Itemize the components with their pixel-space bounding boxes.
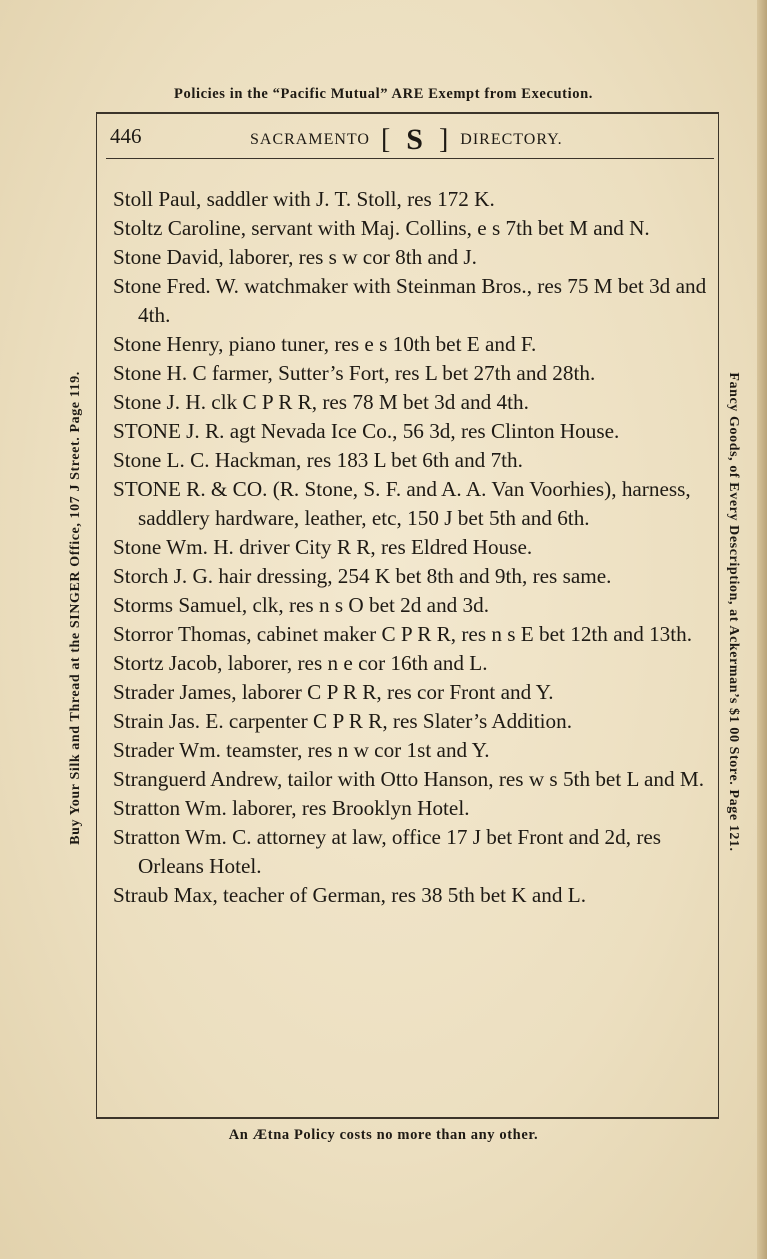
bottom-rule [96, 1117, 719, 1119]
directory-entry: Strader James, laborer C P R R, res cor Front and Y. [113, 680, 554, 704]
directory-entry: Storms Samuel, clk, res n s O bet 2d and 3d. [113, 593, 490, 617]
right-margin-text: Fancy Goods, of Every Description, at Ackerman’s $1 00 Store. Page 121. [726, 372, 741, 852]
directory-entry: Stone H. C farmer, Sutter’s Fort, res L bet 27th and 28th. [113, 361, 596, 385]
top-rule [96, 112, 719, 114]
directory-entry: Stranguerd Andrew, tailor with Otto Hanson, res w s 5th bet L and M. [113, 767, 704, 791]
directory-entries [113, 185, 713, 910]
bracket-open: [ [380, 124, 392, 155]
left-margin-text: Buy Your Silk and Thread at the SINGER Office, 107 J Street. Page 119. [68, 371, 83, 845]
directory-entry: Stratton Wm. laborer, res Brooklyn Hotel. [113, 796, 470, 820]
city-name: SACRAMENTO [250, 131, 370, 148]
directory-entry: Stone J. H. clk C P R R, res 78 M bet 3d and 4th. [113, 390, 529, 414]
page-number: 446 [110, 124, 142, 148]
running-head [250, 118, 563, 156]
section-letter: S [406, 123, 424, 156]
directory-entry: Stone L. C. Hackman, res 183 L bet 6th and 7th. [113, 448, 523, 472]
directory-entry: Stone Henry, piano tuner, res e s 10th bet E and F. [113, 332, 537, 356]
directory-entry: Strader Wm. teamster, res n w cor 1st and Y. [113, 738, 490, 762]
bracket-close: ] [438, 124, 450, 155]
page-binding-edge [757, 0, 767, 1259]
directory-entry: Strain Jas. E. carpenter C P R R, res Slater’s Addition. [113, 709, 573, 733]
directory-entry: Stone David, laborer, res s w cor 8th and J. [113, 245, 477, 269]
bottom-advertisement: An Ætna Policy costs no more than any other. [228, 1127, 539, 1143]
directory-entry: Stortz Jacob, laborer, res n e cor 16th and L. [113, 651, 488, 675]
directory-entry: Storror Thomas, cabinet maker C P R R, res n s E bet 12th and 13th. [113, 622, 693, 646]
directory-entry: Stoll Paul, saddler with J. T. Stoll, res 172 K. [113, 187, 495, 211]
header-rule [106, 158, 714, 159]
directory-entry: Stratton Wm. C. attorney at law, office 17 J bet Front and 2d, res Orleans Hotel. [113, 825, 662, 878]
directory-entry: Storch J. G. hair dressing, 254 K bet 8th and 9th, res same. [113, 564, 612, 588]
directory-entry: STONE R. & CO. (R. Stone, S. F. and A. A. Van Voorhies), harness, saddlery hardware, leather, etc, 150 J bet 5th and 6th. [113, 477, 691, 530]
directory-entry: Stone Wm. H. driver City R R, res Eldred House. [113, 535, 533, 559]
directory-entry: Straub Max, teacher of German, res 38 5th bet K and L. [113, 883, 587, 907]
section-title: DIRECTORY. [460, 131, 563, 148]
top-advertisement: Policies in the “Pacific Mutual” ARE Exempt from Execution. [174, 86, 593, 102]
directory-entry: STONE J. R. agt Nevada Ice Co., 56 3d, res Clinton House. [113, 419, 620, 443]
directory-entry: Stone Fred. W. watchmaker with Steinman Bros., res 75 M bet 3d and 4th. [113, 274, 707, 327]
directory-entry: Stoltz Caroline, servant with Maj. Collins, e s 7th bet M and N. [113, 216, 650, 240]
